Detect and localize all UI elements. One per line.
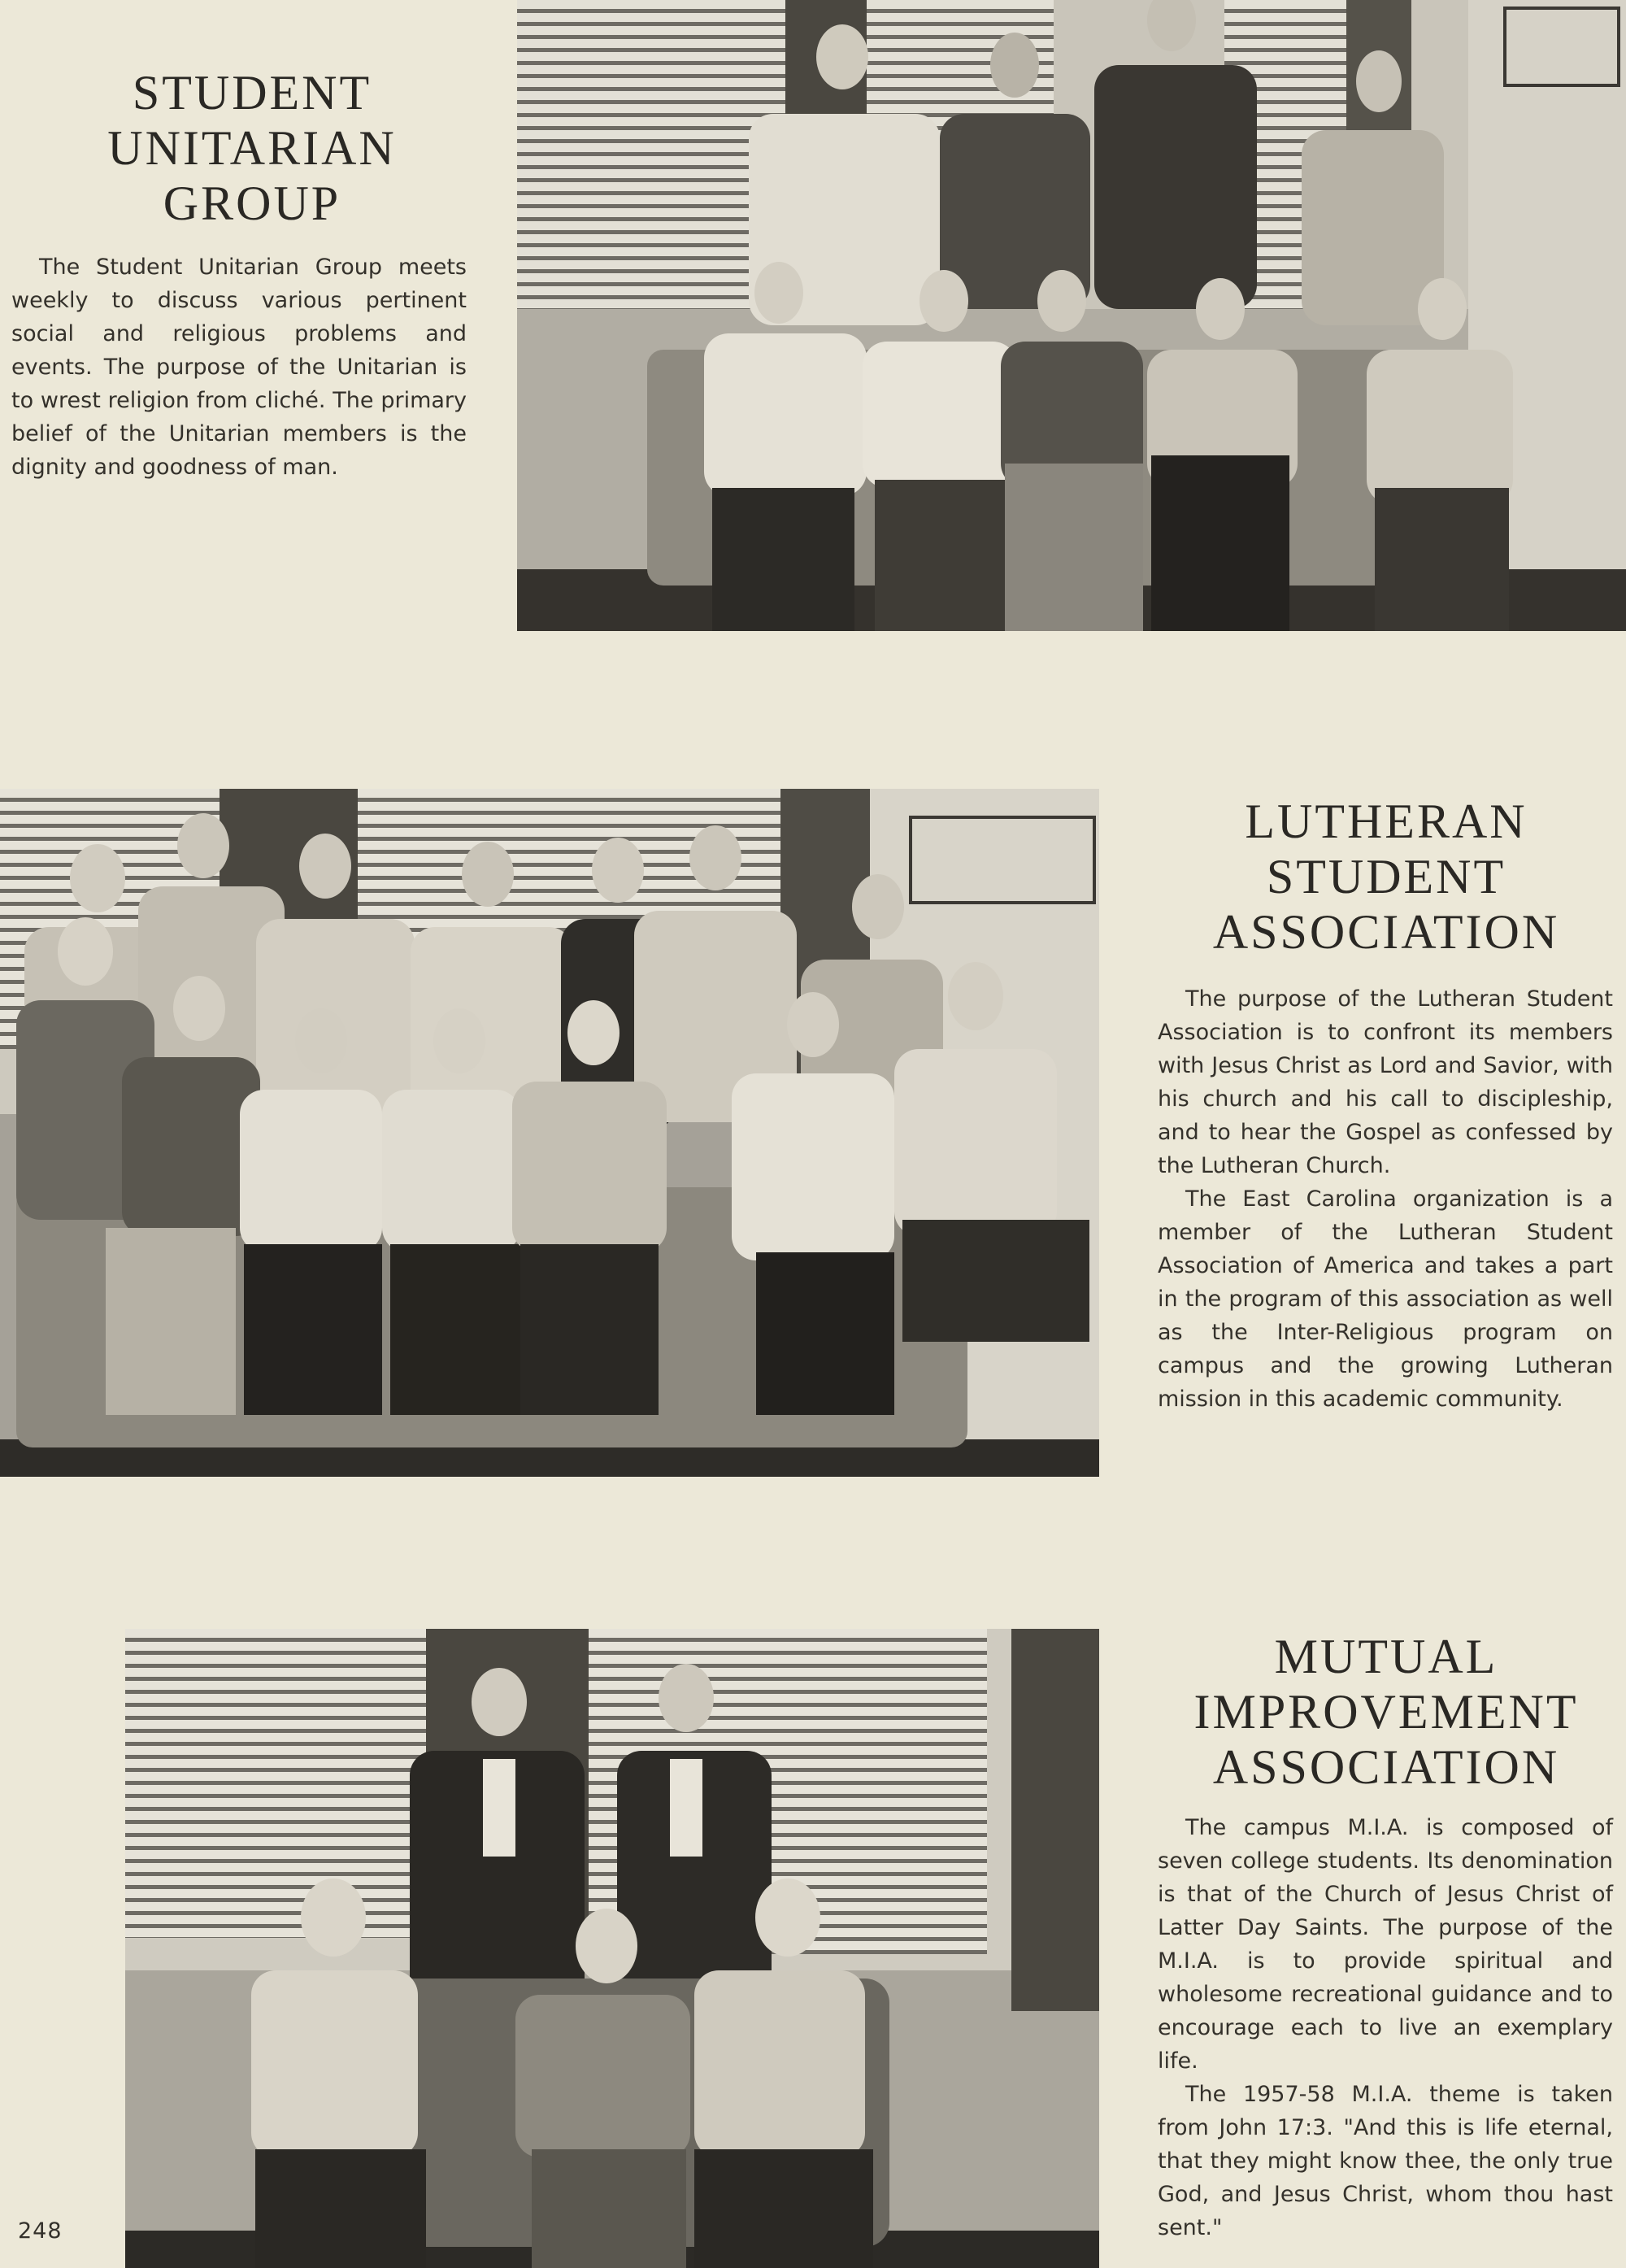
paragraph: The campus M.I.A. is composed of seven college students. Its denomination is that of the Church of Jesus Christ of Latter Day Saints. The purpose of the M.I.A. is to provide spiritual and wholesome recreational guidance and to encourage each to live an exemplary life.	[1158, 1815, 1613, 2074]
title-line: UNITARIAN	[107, 121, 397, 175]
section-text-mia	[1158, 1811, 1613, 2244]
group-photo-mia	[125, 1629, 1099, 2268]
section-text-unitarian	[11, 250, 467, 484]
paragraph: The purpose of the Lutheran Student Association is to confront its members with Jesus Christ as Lord and Savior, with his church and his call to discipleship, and to hear the Gospel as confessed by the Lutheran Church.	[1158, 986, 1613, 1178]
title-line: GROUP	[163, 176, 341, 230]
paragraph: The East Carolina organization is a member of the Lutheran Student Association of America and takes a part in the program of this association as well as the Inter-Religious program on campus and the growing Lutheran mission in this academic community.	[1158, 1186, 1613, 1412]
title-line: MUTUAL	[1274, 1630, 1498, 1683]
title-line: ASSOCIATION	[1212, 1740, 1560, 1794]
title-line: ASSOCIATION	[1212, 905, 1560, 959]
group-photo-lutheran	[0, 789, 1099, 1477]
paragraph: The 1957-58 M.I.A. theme is taken from John 17:3. "And this is life eternal, that they might know thee, the only true God, and Jesus Christ, whom thou hast sent."	[1158, 2082, 1613, 2240]
title-line: STUDENT	[132, 66, 372, 120]
section-title-mia	[1146, 1629, 1626, 1795]
page-number: 248	[18, 2218, 63, 2244]
title-line: IMPROVEMENT	[1193, 1685, 1579, 1739]
section-title-unitarian	[33, 65, 472, 231]
section-text-lutheran	[1158, 982, 1613, 1416]
paragraph: The Student Unitarian Group meets weekly to discuss various pertinent social and religious problems and events. The purpose of the Unitarian is to wrest religion from cliché. The primary belief of the Unitarian members is the dignity and goodness of man.	[11, 255, 467, 480]
group-photo-unitarian	[517, 0, 1626, 631]
title-line: STUDENT	[1266, 850, 1506, 903]
title-line: LUTHERAN	[1245, 794, 1528, 848]
section-title-lutheran	[1146, 794, 1626, 960]
